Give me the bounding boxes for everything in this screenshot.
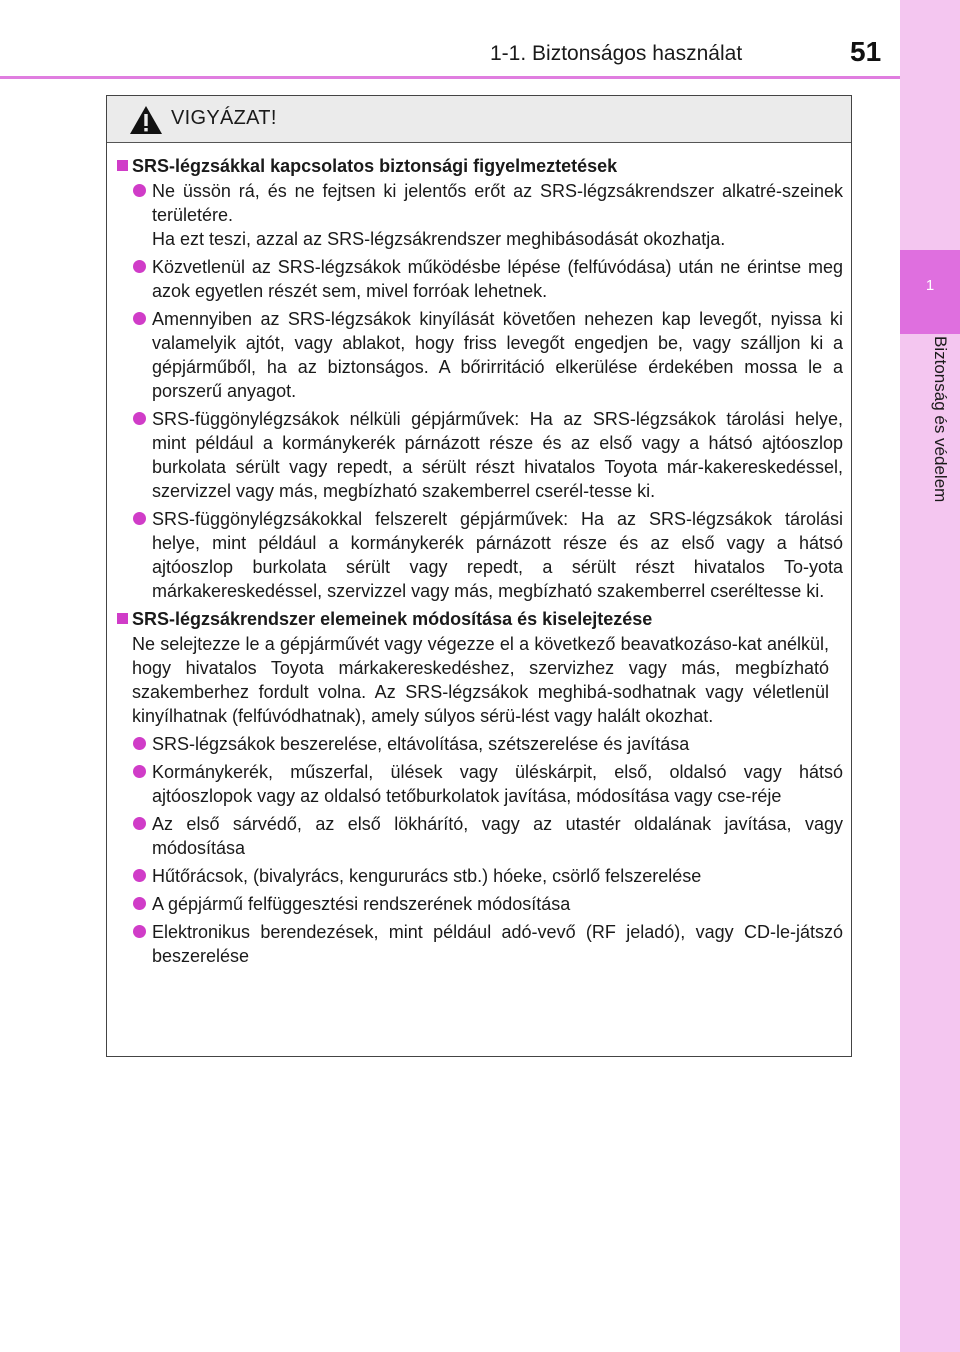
round-bullet-icon — [133, 869, 146, 882]
round-bullet-icon — [133, 312, 146, 325]
list-item-text: Az első sárvédő, az első lökhárító, vagy az utastér oldalának javítása, vagy módosítása — [152, 814, 843, 858]
list-item — [115, 407, 843, 503]
list-item — [115, 760, 843, 808]
warning-content — [115, 154, 843, 972]
page-section-title: 1-1. Biztonságos használat — [490, 42, 743, 65]
list-item — [115, 812, 843, 860]
list-item-text: SRS-függönylégzsákokkal felszerelt gépjárművek: Ha az SRS-légzsákok tárolási helye, mint például a kormánykerék párnázott része és az első vagy a hátsó ajtóoszlop burkolata sérült vagy repedt, a sérült részt hivatalos To-yota márkakereskedéssel, szervizzel vagy más, megbízható szakemberrel cseréltesse ki. — [152, 509, 843, 601]
section-heading — [115, 607, 843, 631]
section-heading — [115, 154, 843, 178]
list-item — [115, 920, 843, 968]
list-item-text: Amennyiben az SRS-légzsákok kinyílását követően nehezen kap levegőt, nyissa ki valamelyik ajtót, vagy ablakot, hogy friss levegőt engedjen be, vagy szálljon ki a gépjárműből, ha az biztonságos. A bőrirritáció elkerülése érdekében mossa le a porszerű anyagot. — [152, 309, 843, 401]
warning-header — [107, 96, 851, 143]
list-item — [115, 864, 843, 888]
round-bullet-icon — [133, 737, 146, 750]
list-item-text: Közvetlenül az SRS-légzsákok működésbe lépése (felfúvódása) után ne érintse meg azok egyetlen részét sem, mivel forróak lehetnek. — [152, 257, 843, 301]
round-bullet-icon — [133, 897, 146, 910]
list-item-text: SRS-függönylégzsákok nélküli gépjárművek: Ha az SRS-légzsákok tárolási helye, mint például a kormánykerék párnázott része és az első vagy a hátsó ajtóoszlop burkolata sérült vagy repedt, a sérült részt hivatalos Toyota már-kakereskedéssel, szervizzel vagy más, megbízható szakemberrel cserél-tesse ki. — [152, 409, 843, 501]
warning-title: VIGYÁZAT! — [171, 107, 277, 129]
list-item-text: Ne üssön rá, és ne fejtsen ki jelentős erőt az SRS-légzsákrendszer alkatré-szeinek területére. — [152, 181, 843, 225]
list-item-text: Elektronikus berendezések, mint például adó-vevő (RF jeladó), vagy CD-le-játszó beszerelése — [152, 922, 843, 966]
square-bullet-icon — [117, 160, 128, 171]
section-intro: Ne selejtezze le a gépjárművét vagy végezze el a következő beavatkozáso-kat anélkül, hogy hivatalos Toyota márkakereskedéshez, szervizhez vagy más, megbízható szakemberhez fordult volna. Az SRS-légzsákok meghibá-sodhatnak vagy véletlenül kinyílhatnak (felfúvódhatnak), amely súlyos sérü-lést vagy halált okozhat. — [132, 634, 829, 726]
round-bullet-icon — [133, 765, 146, 778]
list-item — [115, 892, 843, 916]
round-bullet-icon — [133, 512, 146, 525]
section-heading-text: SRS-légzsákrendszer elemeinek módosítása és kiselejtezése — [132, 609, 653, 629]
list-item — [115, 255, 843, 303]
section-heading-text: SRS-légzsákkal kapcsolatos biztonsági figyelmeztetések — [132, 156, 618, 176]
warning-box — [106, 95, 852, 1057]
list-item — [115, 732, 843, 756]
round-bullet-icon — [133, 260, 146, 273]
list-item-text: Hűtőrácsok, (bivalyrács, kengururács stb.) hóeke, csörlő felszerelése — [152, 866, 702, 886]
list-item-text-continued: Ha ezt teszi, azzal az SRS-légzsákrendszer meghibásodását okozhatja. — [152, 229, 726, 249]
round-bullet-icon — [133, 817, 146, 830]
header-divider — [0, 76, 900, 79]
page-number: 51 — [850, 36, 882, 67]
list-item — [115, 507, 843, 603]
chapter-label: Biztonság és védelem — [931, 336, 950, 503]
square-bullet-icon — [117, 613, 128, 624]
list-item-text: A gépjármű felfüggesztési rendszerének módosítása — [152, 894, 571, 914]
round-bullet-icon — [133, 412, 146, 425]
list-item-text: SRS-légzsákok beszerelése, eltávolítása, szétszerelése és javítása — [152, 734, 690, 754]
list-item — [115, 307, 843, 403]
chapter-side-tab — [900, 0, 960, 1352]
list-item-text: Kormánykerék, műszerfal, ülések vagy üléskárpit, első, oldalsó vagy hátsó ajtóoszlopok vagy az oldalsó tetőburkolatok javítása, módosítása vagy cse-réje — [152, 762, 843, 806]
warning-triangle-icon — [129, 105, 163, 135]
chapter-number: 1 — [925, 277, 935, 294]
round-bullet-icon — [133, 184, 146, 197]
list-item — [115, 179, 843, 251]
round-bullet-icon — [133, 925, 146, 938]
